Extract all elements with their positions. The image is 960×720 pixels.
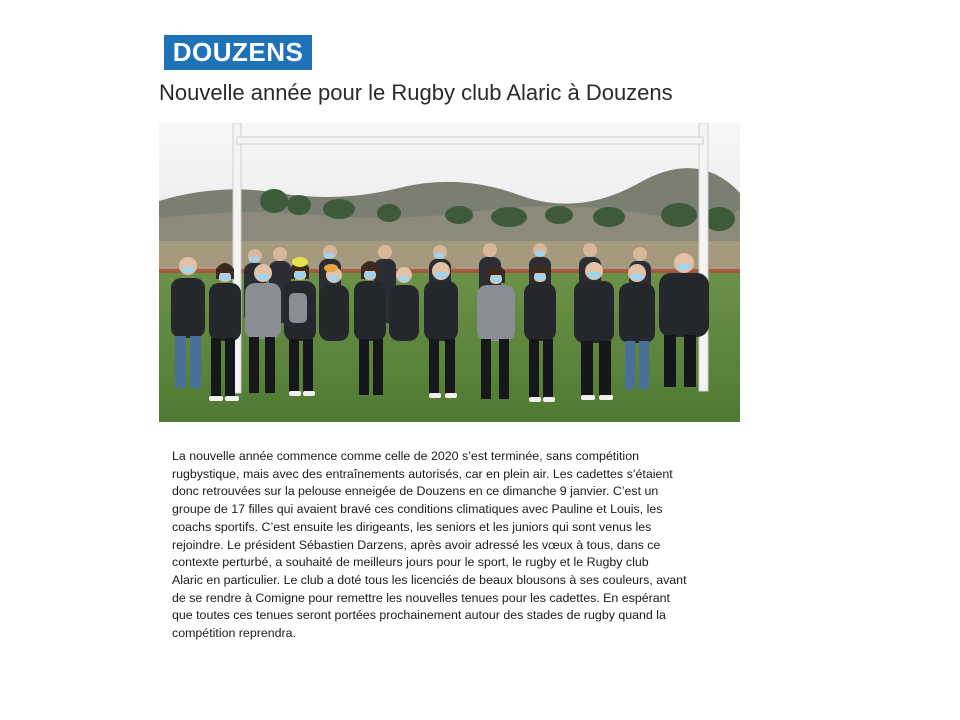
article-headline: Nouvelle année pour le Rugby club Alaric à Douzens: [159, 80, 673, 105]
article-line: compétition reprendra.: [172, 626, 296, 641]
article-line: de se rendre à Comigne pour remettre les nouvelles tenues pour les cadettes. En espérant: [172, 590, 670, 605]
article-body: [172, 448, 727, 643]
article-line: que toutes ces tenues seront portées prochainement autour des stades de rugby quand la: [172, 608, 666, 623]
article-line: contexte perturbé, a souhaité de meilleurs jours pour le sport, le rugby et le Rugby club: [172, 555, 649, 570]
article-line: rugbystique, mais avec des entraînements autorisés, car en plein air. Les cadettes s’étaient: [172, 466, 673, 481]
article-line: La nouvelle année commence comme celle de 2020 s’est terminée, sans compétition: [172, 449, 639, 463]
article-line: Alaric en particulier. Le club a doté tous les licenciés de beaux blousons à ses couleurs, avant: [172, 572, 687, 587]
article-line: donc retrouvées sur la pelouse enneigée de Douzens en ce dimanche 9 janvier. C’est un: [172, 484, 659, 499]
article-line: rejoindre. Le président Sébastien Darzens, après avoir adressé les vœux à tous, dans ce: [172, 537, 661, 552]
town-badge: DOUZENS: [164, 35, 312, 70]
team-photo: [159, 123, 740, 422]
article-line: coachs sportifs. C’est ensuite les dirigeants, les seniors et les juniors qui sont venus les: [172, 519, 652, 534]
article-line: groupe de 17 filles qui avaient bravé ces conditions climatiques avec Pauline et Louis, les: [172, 502, 663, 517]
